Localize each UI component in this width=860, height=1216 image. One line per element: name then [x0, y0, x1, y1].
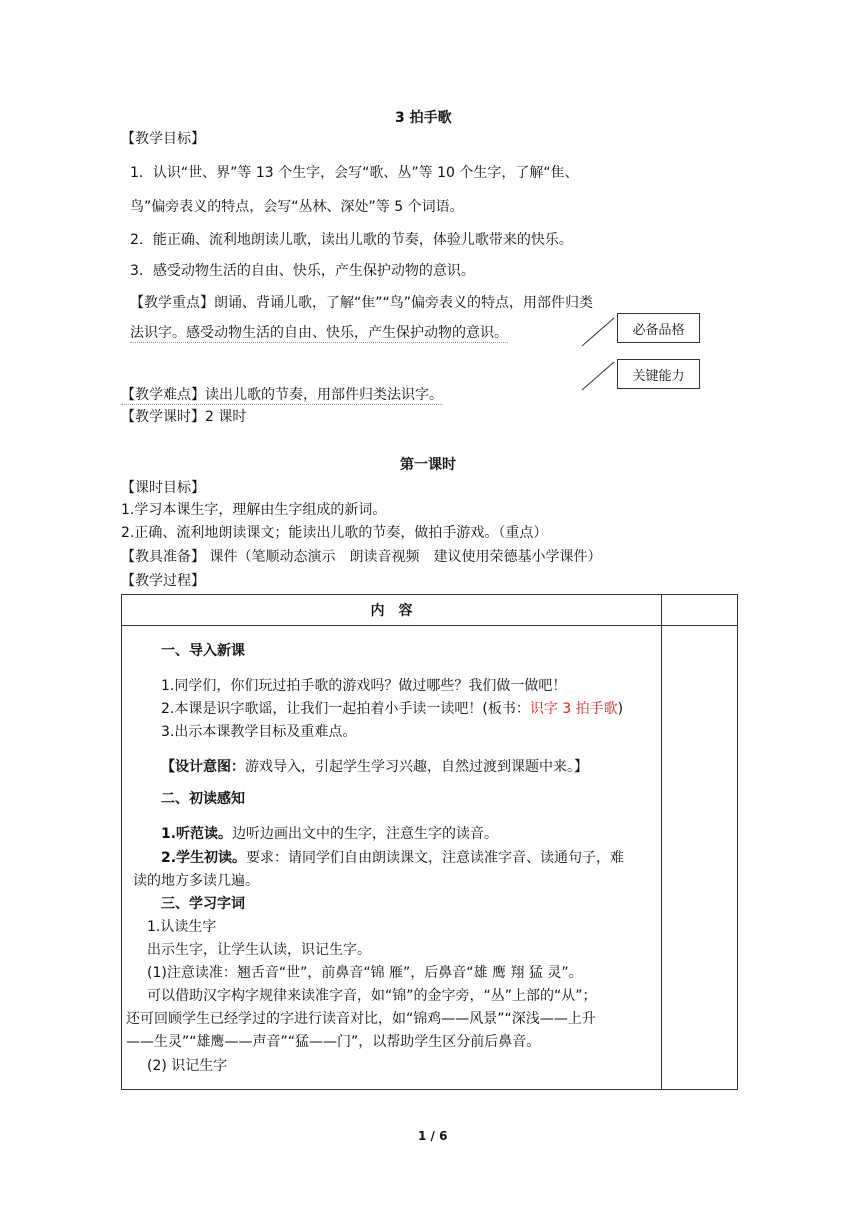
objective-line: 2．能正确、流利地朗读儿歌，读出儿歌的节奏，体验儿歌带来的快乐。 — [130, 232, 573, 248]
intent-label: 【设计意图： — [161, 759, 245, 775]
section-line: (2) 识记生字 — [147, 1058, 228, 1074]
design-intent — [161, 756, 588, 776]
difficulty-line: 【教学难点】读出儿歌的节奏，用部件归类法识字。 — [121, 384, 443, 405]
key-points-line: 【教学重点】朗诵、背诵儿歌，了解“隹”“鸟”偏旁表义的特点，用部件归类 — [130, 295, 594, 311]
prep-line: 【教具准备】 课件（笔顺动态演示 朗读音视频 建议使用荣德基小学课件） — [121, 549, 602, 565]
step-label: 1.听范读。 — [161, 826, 233, 842]
section-line: 出示生字，让学生认读，识记生字。 — [147, 942, 371, 958]
callout-connector — [580, 316, 616, 348]
table-header-side — [662, 595, 738, 626]
key-points-line: 法识字。感受动物生活的自由、快乐，产生保护动物的意识。 — [130, 322, 508, 343]
section-line: 1.同学们，你们玩过拍手歌的游戏吗？做过哪些？我们做一做吧！ — [161, 678, 567, 694]
section-line: ——生灵”“雄鹰——声音”“猛——门”，以帮助学生区分前后鼻音。 — [126, 1034, 541, 1050]
table-content-cell — [122, 626, 662, 1090]
lesson-goal: 1.学习本课生字，理解由生字组成的新词。 — [121, 502, 387, 518]
table-side-cell — [662, 626, 738, 1090]
callout-connector — [580, 360, 616, 392]
section-line — [161, 847, 624, 867]
callout-quality: 必备品格 — [617, 313, 700, 343]
section-line — [161, 823, 498, 843]
board-suffix: ) — [617, 701, 624, 717]
page-title: 3 拍手歌 — [395, 110, 452, 126]
section-line: (1)注意读准：翘舌音“世”，前鼻音“锦 雁”，后鼻音“雄 鹰 翔 猛 灵”。 — [147, 965, 583, 981]
section-heading: 三、学习字词 — [161, 896, 245, 912]
section-heading: 二、初读感知 — [161, 791, 245, 807]
table-header-cell — [122, 595, 662, 626]
section-line: 读的地方多读几遍。 — [133, 873, 259, 889]
section-line: 可以借助汉字构字规律来读准字音，如“锦”的金字旁，“丛”上部的“从”； — [147, 988, 597, 1004]
section-line — [161, 698, 623, 718]
step-label: 2.学生初读。 — [161, 850, 247, 866]
section-line: 3.出示本课教学目标及重难点。 — [161, 724, 357, 740]
step-text: 要求：请同学们自由朗读课文，注意读准字音、读通句子，难 — [246, 850, 625, 866]
lesson-goal-heading: 【课时目标】 — [121, 480, 205, 496]
objective-line: 1．认识“世、界”等 13 个生字，会写“歌、丛”等 10 个生字，了解“隹、 — [130, 165, 579, 181]
page-number: 1 / 6 — [418, 1129, 448, 1143]
process-table — [121, 594, 738, 1090]
process-heading: 【教学过程】 — [121, 573, 205, 589]
table-header: 内 容 — [370, 603, 413, 619]
section-line: 还可回顾学生已经学过的字进行读音对比，如“锦鸡——风景”“深浅——上升 — [126, 1011, 596, 1027]
objectives-heading: 【教学目标】 — [121, 131, 205, 147]
lesson-heading: 第一课时 — [400, 457, 456, 473]
step-text: 边听边画出文中的生字，注意生字的读音。 — [232, 826, 499, 842]
hours-line: 【教学课时】2 课时 — [121, 409, 247, 425]
objective-line: 鸟”偏旁表义的特点，会写“丛林、深处”等 5 个词语。 — [130, 199, 464, 215]
callout-ability: 关键能力 — [617, 359, 700, 389]
objective-line: 3．感受动物生活的自由、快乐，产生保护动物的意识。 — [130, 263, 475, 279]
board-prefix: 2.本课是识字歌谣，让我们一起拍着小手读一读吧！(板书： — [161, 701, 530, 717]
board-title: 识字 3 拍手歌 — [529, 701, 618, 717]
lesson-goal: 2.正确、流利地朗读课文；能读出儿歌的节奏，做拍手游戏。（重点） — [121, 525, 548, 541]
intent-text: 游戏导入，引起学生学习兴趣，自然过渡到课题中来。】 — [245, 759, 588, 775]
section-heading: 一、导入新课 — [161, 643, 245, 659]
section-line: 1.认读生字 — [147, 919, 217, 935]
